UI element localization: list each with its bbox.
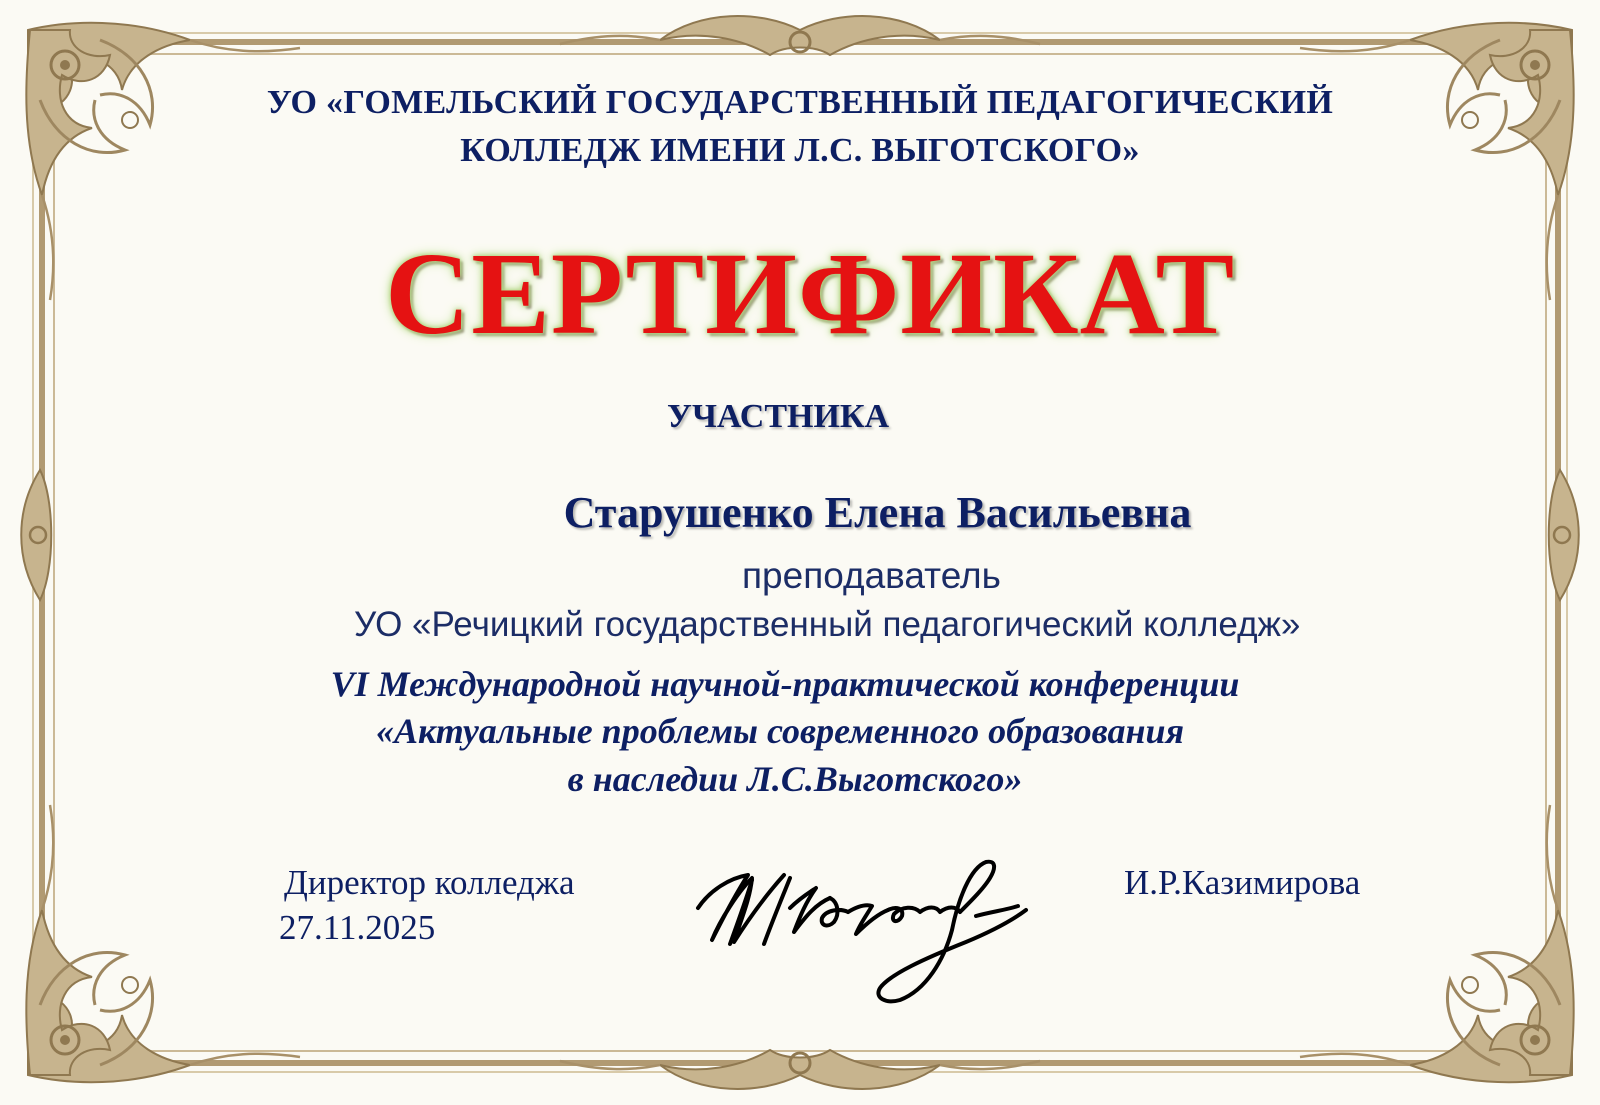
event-line-3: в наследии Л.С.Выготского» (567, 759, 1023, 799)
event-line-1: VI Международной научной-практической конференции (330, 664, 1240, 704)
recipient-name: Старушенко Елена Васильевна (563, 488, 1192, 537)
recipient-institution: УО «Речицкий государственный педагогический колледж» (354, 605, 1301, 644)
organization-line-2: КОЛЛЕДЖ ИМЕНИ Л.С. ВЫГОТСКОГО» (460, 132, 1140, 169)
recipient-position: преподаватель (742, 555, 1001, 596)
top-ornament (560, 16, 1040, 55)
certificate-title: СЕРТИФИКАТ (385, 228, 1236, 359)
event-line-2: «Актуальные проблемы современного образования (375, 711, 1185, 751)
organization-line-1: УО «ГОМЕЛЬСКИЙ ГОСУДАРСТВЕННЫЙ ПЕДАГОГИЧЕСКИЙ (266, 84, 1334, 121)
bottom-ornament (560, 1050, 1040, 1089)
certificate-subtitle: УЧАСТНИКА (667, 398, 890, 435)
signatory-role: Директор колледжа (284, 863, 575, 902)
issue-date: 27.11.2025 (279, 908, 436, 947)
handwritten-signature (690, 840, 1050, 1010)
signatory-name: И.Р.Казимирова (1124, 863, 1361, 902)
